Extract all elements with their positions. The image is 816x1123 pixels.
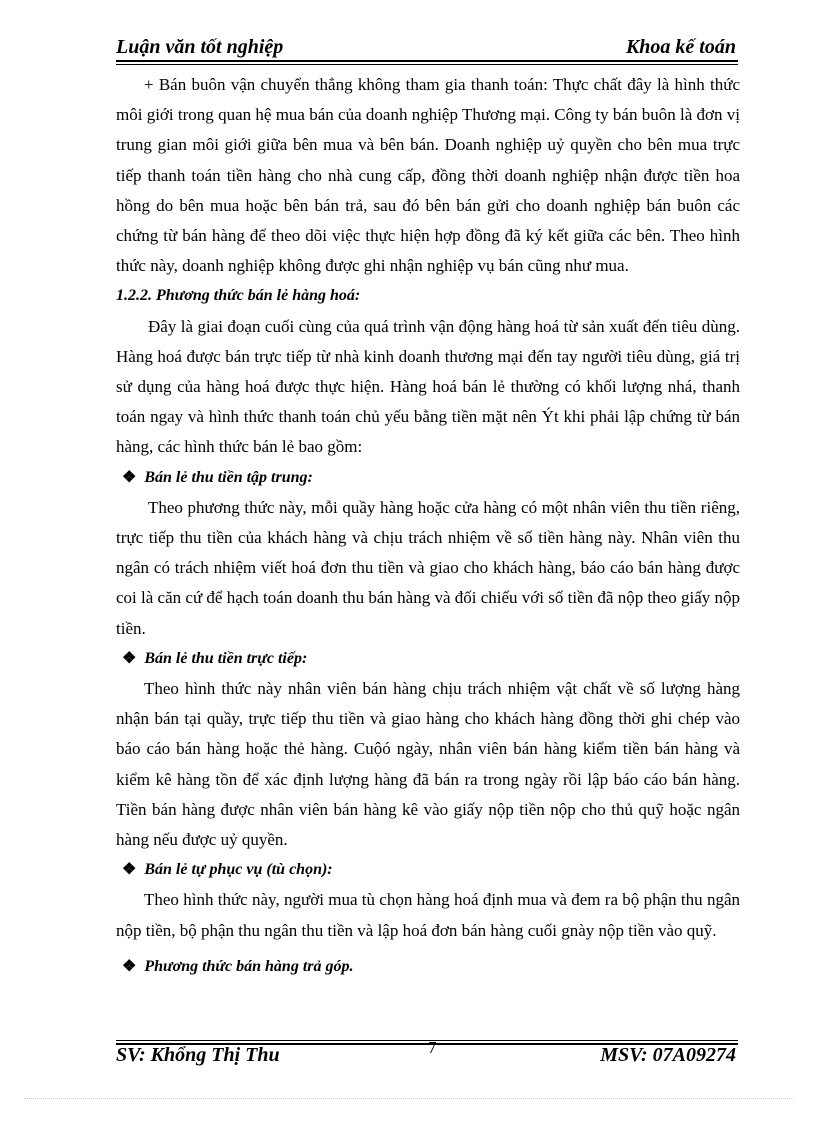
header-rule [116, 60, 738, 65]
diamond-bullet-icon: ❖ [122, 861, 137, 879]
paragraph-wholesale-transport: + Bán buôn vận chuyển thẳng không tham gia thanh toán: Thực chất đây là hình thức môi giới trong quan hệ mua bán của doanh nghiệp Thương mại. Công ty bán buôn là đơn vị trung gian môi giới giữa bên mua và bên bán. Doanh nghiệp uỷ quyền cho bên mua trực tiếp thanh toán tiền hàng cho nhà cung cấp, đồng thời doanh nghiệp nhận được tiền hoa hồng do bên mua hoặc bên bán trả, sau đó bên bán gửi cho doanh nghiệp bán buôn các chứng từ bán hàng để theo dõi việc thực hiện hợp đồng đã ký kết giữa các bên. Theo hình thức này, doanh nghiệp không được ghi nhận nghiệp vụ bán cũng như mua. [116, 75, 740, 276]
diamond-bullet-icon: ❖ [122, 649, 137, 667]
footer-student-name: SV: Khổng Thị Thu [116, 1044, 280, 1066]
bullet-direct-cashier [116, 644, 740, 674]
paragraph-self-service: Theo hình thức này, người mua tù chọn hàng hoá định mua và đem ra bộ phận thu ngân nộp tiền, bộ phận thu ngân thu tiền và lập hoá đơn bán hàng cuối gnày nộp tiền vào quỹ. [116, 890, 740, 940]
header-faculty: Khoa kế toán [625, 36, 736, 58]
page-body [116, 70, 740, 982]
paragraph-direct-cashier: Theo hình thức này nhân viên bán hàng chịu trách nhiệm vật chất về số lượng hàng nhận bán tại quầy, trực tiếp thu tiền và giao hàng cho khách hàng đồng thời ghi chép vào báo cáo bán hàng hoặc thẻ hàng. Cuộó ngày, nhân viên bán hàng kiểm tiền bán hàng và kiểm kê hàng tồn để xác định lượng hàng đã bán ra trong ngày rồi lập báo cáo bán hàng. Tiền bán hàng được nhân viên bán hàng kê vào giấy nộp tiền nộp cho thủ quỹ hoặc ngân hàng nếu được uỷ quyền. [116, 679, 740, 850]
bullet-label: Phương thức bán hàng trả góp. [144, 957, 354, 975]
bullet-self-service [116, 855, 740, 885]
bullet-label: Bán lẻ thu tiền tập trung: [144, 468, 313, 486]
diamond-bullet-icon: ❖ [122, 957, 137, 975]
page-edge-divider [24, 1098, 794, 1099]
bullet-label: Bán lẻ thu tiền trực tiếp: [144, 649, 308, 667]
header-thesis-title: Luận văn tốt nghiệp [116, 36, 284, 58]
page-number: 7 [428, 1038, 437, 1057]
paragraph-centralized-cashier: Theo phương thức này, mỗi quầy hàng hoặc cửa hàng có một nhân viên thu tiền riêng, trực tiếp thu tiền của khách hàng và chịu trách nhiệm về số tiền hàng này. Nhân viên thu ngân có trách nhiệm viết hoá đơn thu tiền và giao cho khách hàng, báo cáo bán hàng được coi là căn cứ để hạch toán doanh thu bán hàng và đối chiếu với số tiền đã nộp theo giấy nộp tiền. [116, 497, 740, 638]
section-heading-retail: 1.2.2. Phương thức bán lẻ hàng hoá: [116, 287, 361, 305]
bullet-label: Bán lẻ tự phục vụ (tù chọn): [144, 861, 333, 879]
paragraph-retail-intro: Đây là giai đoạn cuối cùng của quá trình vận động hàng hoá từ sản xuất đến tiêu dùng. Hàng hoá được bán trực tiếp từ nhà kinh doanh thương mại đến tay người tiêu dùng, giá trị sử dụng của hàng hoá được thực hiện. Hàng hoá bán lẻ thường có khối lượng nhá, thanh toán ngay và hình thức thanh toán chủ yếu bằng tiền mặt nên Ýt khi phải lập chứng từ bán hàng, các hình thức bán lẻ bao gồm: [116, 316, 740, 457]
bullet-centralized-cashier [116, 463, 740, 493]
page-footer [116, 1038, 736, 1072]
footer-student-id: MSV: 07A09274 [600, 1044, 736, 1066]
diamond-bullet-icon: ❖ [122, 468, 137, 486]
bullet-installment [116, 952, 740, 982]
